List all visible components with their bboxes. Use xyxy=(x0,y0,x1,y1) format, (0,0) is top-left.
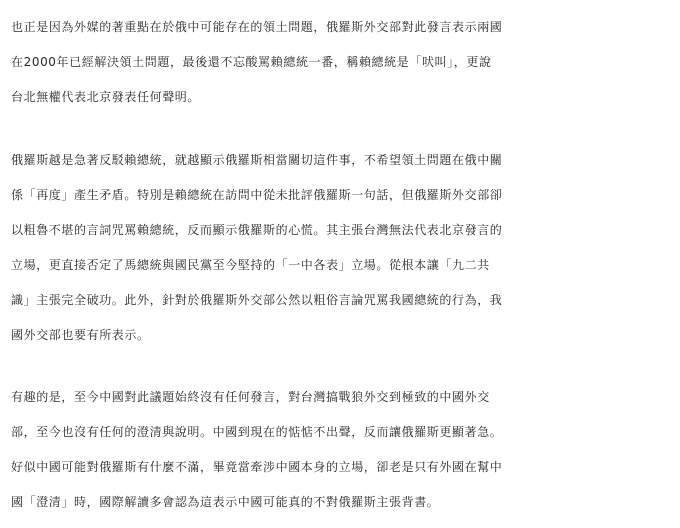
text-line: 國「澄清」時，國際解讀多會認為這表示中國可能真的不對俄羅斯主張背書。 xyxy=(11,495,440,509)
text-line: 也正是因為外媒的著重點在於俄中可能存在的領土問題，俄羅斯外交部對此發言表示兩國 xyxy=(11,20,503,34)
paragraph-3 xyxy=(11,380,679,520)
text-line: 立場，更直接否定了馬總統與國民黨至今堅持的「一中各表」立場。從根本讓「九二共 xyxy=(11,258,490,272)
paragraph-1 xyxy=(11,10,679,115)
text-line: 台北無權代表北京發表任何聲明。 xyxy=(11,90,201,104)
text-line: 俄羅斯越是急著反駁賴總統，就越顯示俄羅斯相當關切這件事，不希望領土問題在俄中關 xyxy=(11,153,503,167)
text-line: 部，至今也沒有任何的澄清與說明。中國到現在的惦惦不出聲，反而讓俄羅斯更顯著急。 xyxy=(11,425,503,439)
text-line: 有趣的是，至今中國對此議題始終沒有任何發言，對台灣搞戰狼外交到極致的中國外交 xyxy=(11,390,490,404)
text-line: 好似中國可能對俄羅斯有什麼不滿，畢竟當牽涉中國本身的立場，卻老是只有外國在幫中 xyxy=(11,460,503,474)
text-line: 在2000年已經解決領土問題，最後還不忘酸罵賴總統一番，稱賴總統是「吠叫」，更說 xyxy=(11,55,492,69)
text-line: 國外交部也要有所表示。 xyxy=(11,328,150,342)
text-line: 係「再度」產生矛盾。特別是賴總統在訪問中從未批評俄羅斯一句話，但俄羅斯外交部卻 xyxy=(11,188,503,202)
text-line: 以粗魯不堪的言詞咒罵賴總統，反而顯示俄羅斯的心慌。其主張台灣無法代表北京發言的 xyxy=(11,223,503,237)
text-line: 識」主張完全破功。此外，針對於俄羅斯外交部公然以粗俗言論咒罵我國總統的行為，我 xyxy=(11,293,503,307)
paragraph-2 xyxy=(11,143,679,353)
